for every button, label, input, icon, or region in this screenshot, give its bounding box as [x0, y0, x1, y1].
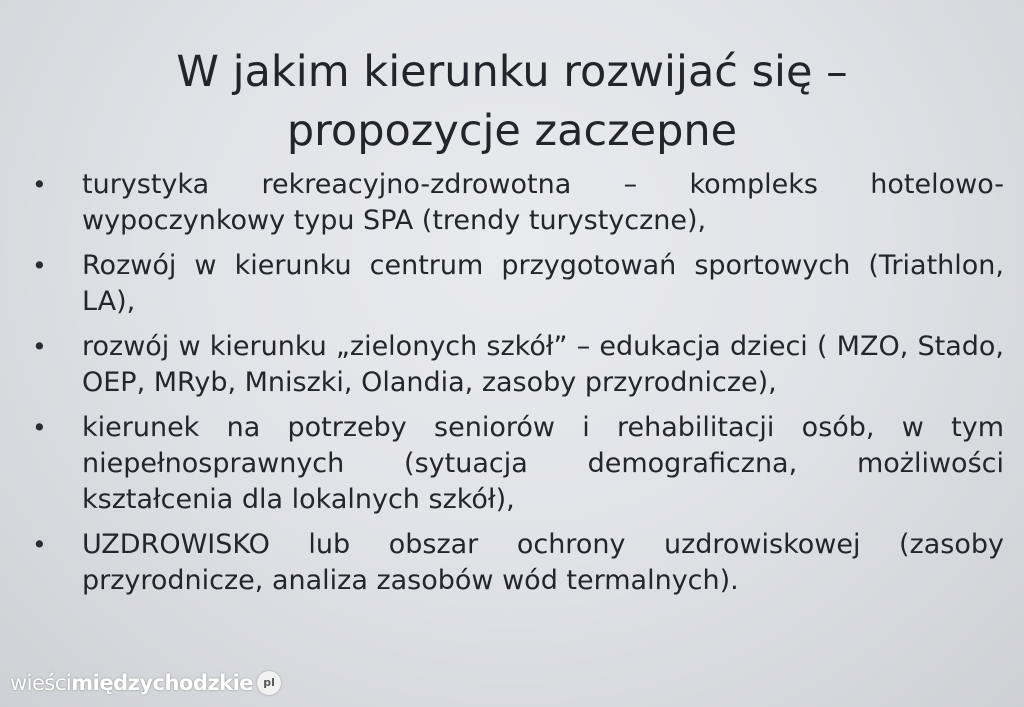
bullet-dot-icon: • — [32, 170, 47, 199]
bullet-list — [28, 167, 1004, 608]
bullet-item — [28, 248, 1004, 320]
slide-title — [0, 43, 1024, 161]
bullet-dot-icon: • — [32, 251, 47, 280]
bullet-item — [28, 410, 1004, 518]
bullet-item — [28, 527, 1004, 599]
bullet-dot-icon: • — [32, 530, 47, 559]
watermark-text-light: wieści — [10, 671, 72, 695]
watermark-logo — [10, 669, 281, 697]
slide-title-line: propozycje zaczepne — [286, 105, 738, 156]
slide-title-line: W jakim kierunku rozwijać się – — [176, 46, 848, 97]
bullet-text: kierunek na potrzeby seniorów i rehabilitacji osób, w tym niepełnosprawnych (sytuacja demograficzna, możliwości kształcenia dla lokalnych szkół), — [82, 412, 1004, 515]
bullet-dot-icon: • — [32, 332, 47, 361]
watermark-badge-icon: pl — [257, 671, 281, 695]
bullet-text: turystyka rekreacyjno-zdrowotna – kompleks hotelowo-wypoczynkowy typu SPA (trendy turystyczne), — [82, 169, 1004, 236]
bullet-dot-icon: • — [32, 413, 47, 442]
bullet-item — [28, 329, 1004, 401]
bullet-text: UZDROWISKO lub obszar ochrony uzdrowiskowej (zasoby przyrodnicze, analiza zasobów wód termalnych). — [82, 529, 1004, 596]
watermark-text-bold: międzychodzkie — [71, 671, 254, 695]
bullet-text: Rozwój w kierunku centrum przygotowań sportowych (Triathlon, LA), — [82, 250, 1004, 317]
bullet-text: rozwój w kierunku „zielonych szkół” – edukacja dzieci ( MZO, Stado, OEP, MRyb, Mniszki, Olandia, zasoby przyrodnicze), — [82, 331, 1004, 398]
bullet-item — [28, 167, 1004, 239]
